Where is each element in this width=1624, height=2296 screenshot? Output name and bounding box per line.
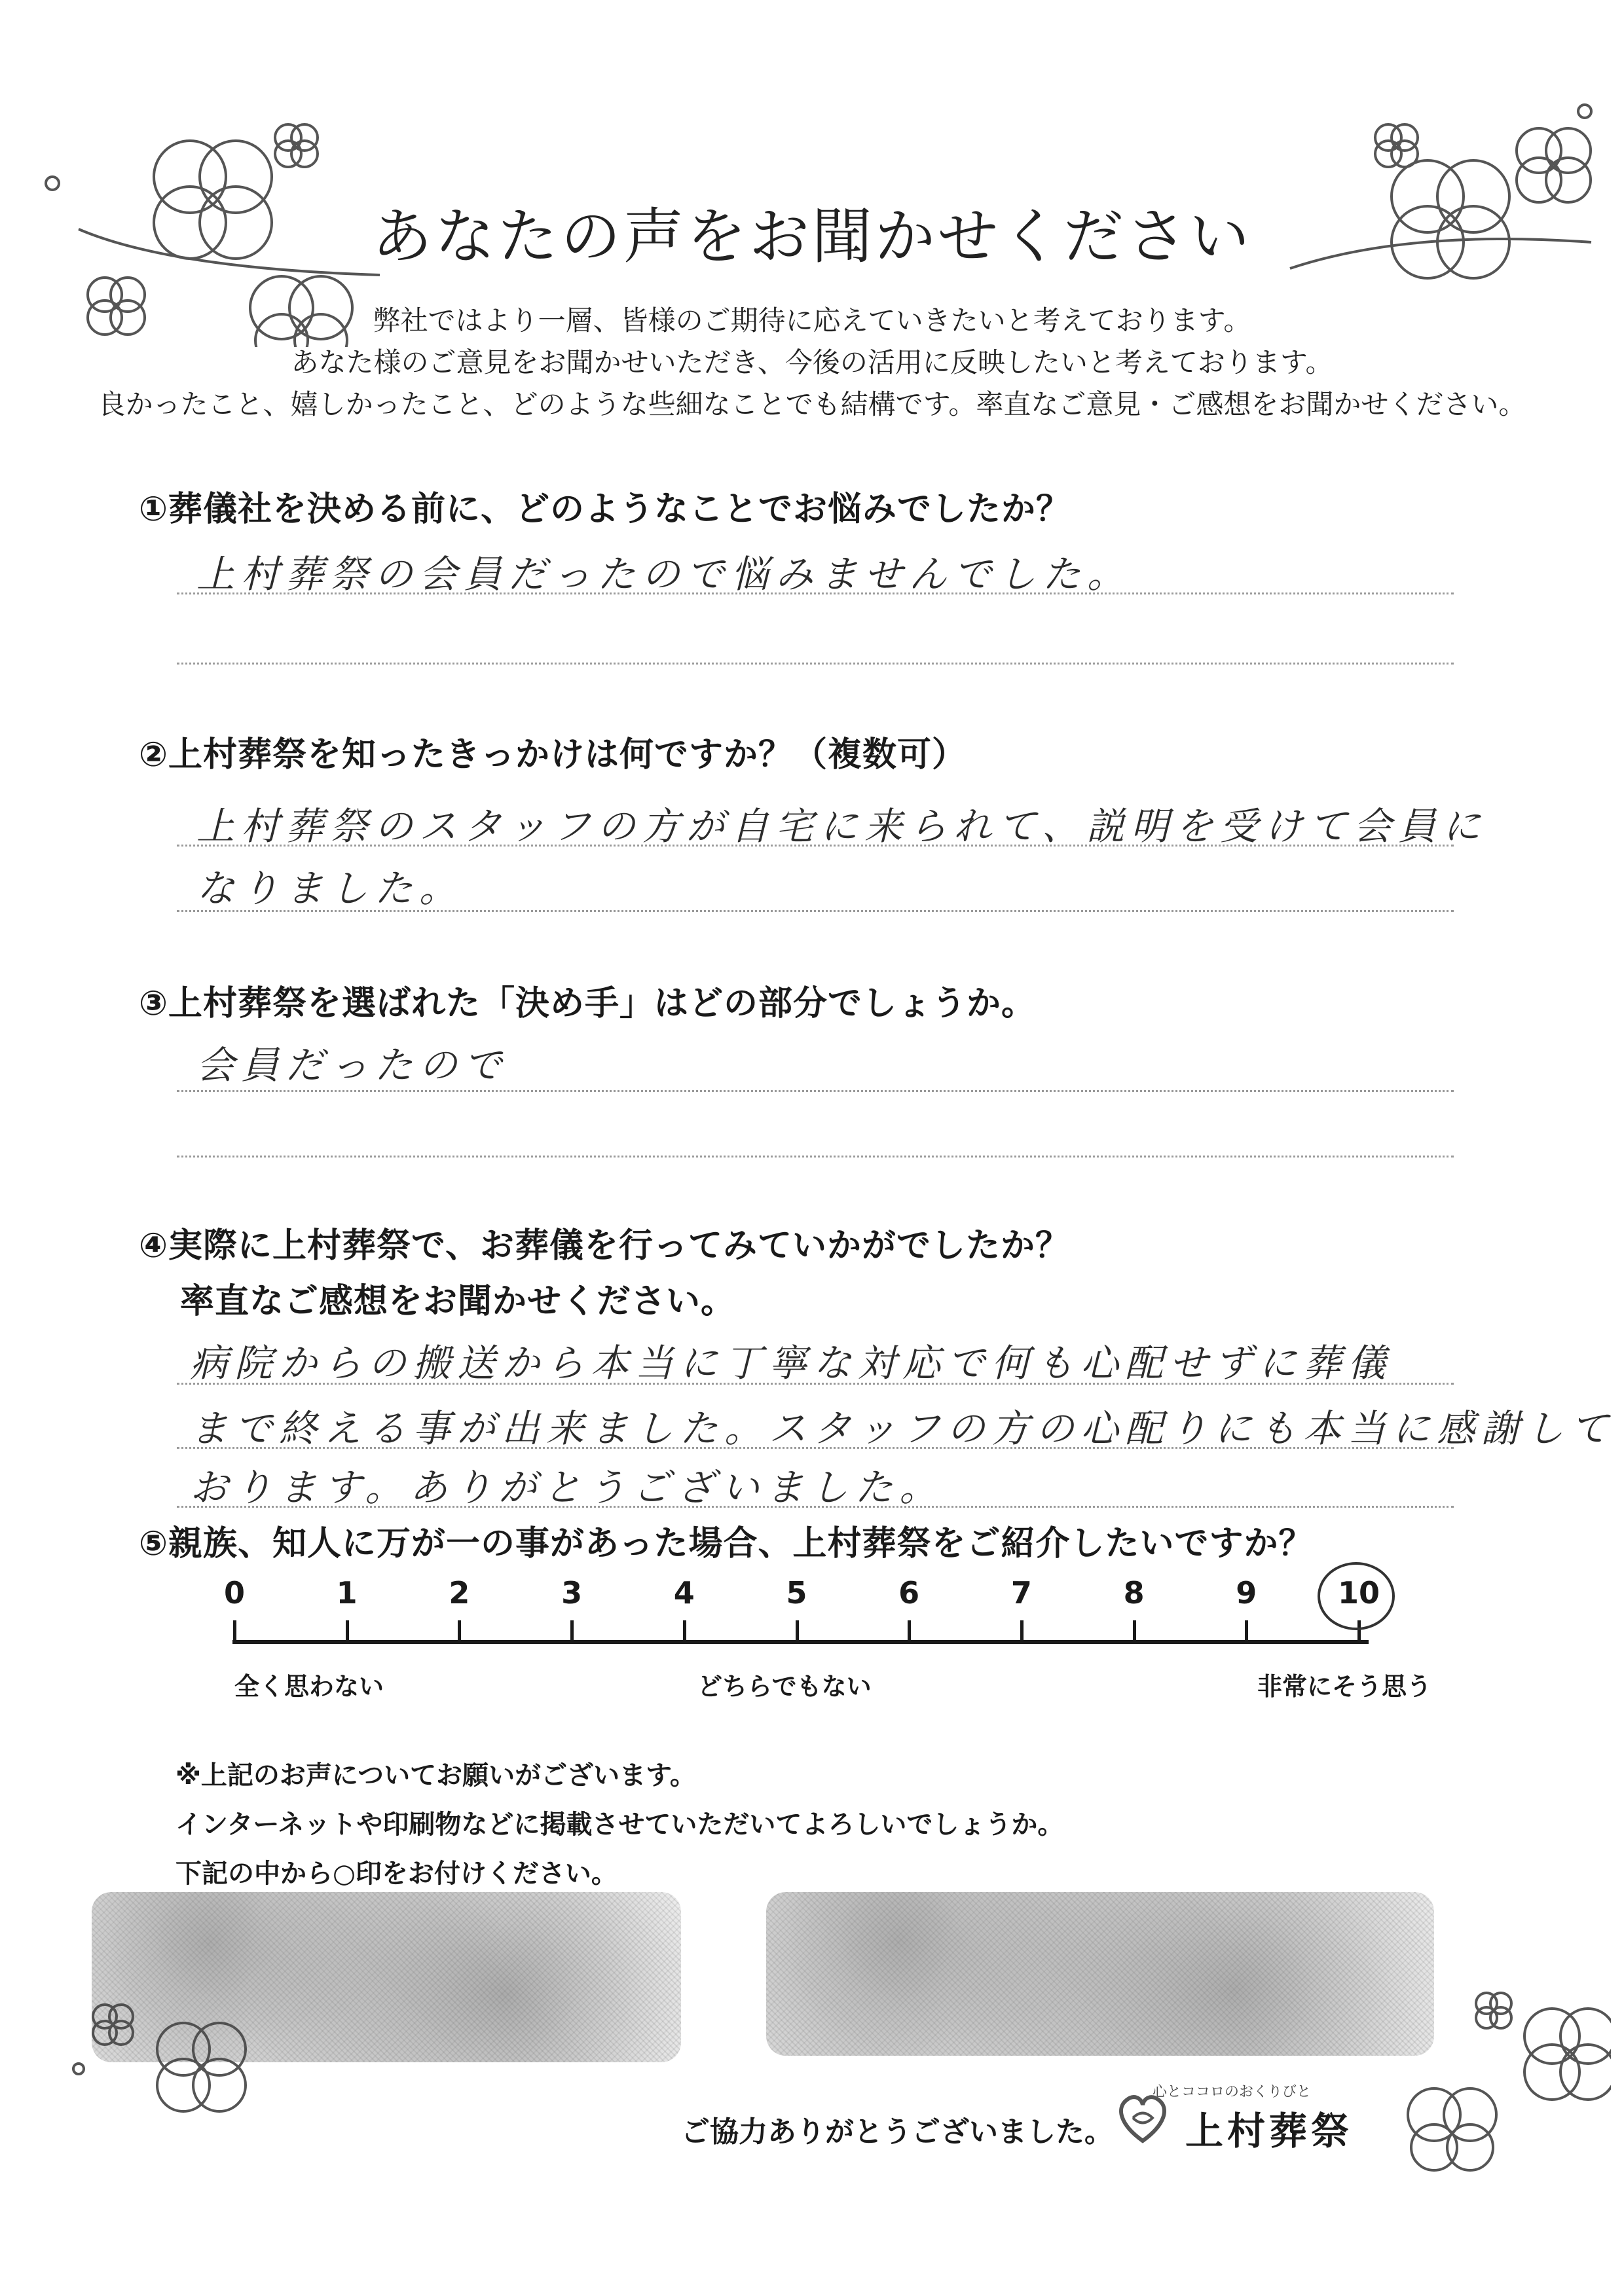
scale-tick	[1133, 1620, 1136, 1644]
scale-tick	[683, 1620, 686, 1644]
question-1: ①葬儀社を決める前に、どのようなことでお悩みでしたか？	[139, 490, 1071, 529]
scale-tick-label: 0	[223, 1575, 245, 1611]
scale-tick-label: 2	[449, 1575, 470, 1611]
question-3: ③上村葬祭を選ばれた「決め手」はどの部分でしょうか。	[139, 984, 1037, 1023]
question-2: ②上村葬祭を知ったきっかけは何ですか？（複数可）	[139, 735, 967, 774]
scale-tick-label: 9	[1236, 1575, 1257, 1611]
ruled-line	[177, 1506, 1454, 1508]
ruled-line	[177, 910, 1454, 912]
scale-high-label: 非常にそう思う	[1257, 1672, 1432, 1701]
scale-tick-label: 5	[786, 1575, 807, 1611]
rating-scale-line	[232, 1640, 1369, 1644]
scale-mid-label: どちらでもない	[697, 1672, 872, 1701]
question-5: ⑤親族、知人に万が一の事があった場合、上村葬祭をご紹介したいですか？	[139, 1524, 1314, 1563]
scale-tick-label: 4	[673, 1575, 695, 1611]
intro-line: 弊社ではより一層、皆様のご期待に応えていきたいと考えております。	[373, 304, 1251, 337]
brand-name: 上村葬祭	[1185, 2109, 1354, 2153]
question-4-sub: 率直なご感想をお聞かせください。	[180, 1282, 736, 1321]
answer-4-line: おります。ありがとうございました。	[190, 1465, 944, 1510]
ruled-line	[177, 663, 1454, 665]
scale-tick	[458, 1620, 461, 1644]
scale-tick-label: 10	[1337, 1575, 1380, 1611]
scale-tick-label: 7	[1010, 1575, 1032, 1611]
note-line: 下記の中から○印をお付けください。	[175, 1859, 618, 1889]
selected-rating-circle	[1318, 1562, 1395, 1630]
scale-tick-label: 1	[336, 1575, 358, 1611]
answer-2-line: なりました。	[196, 866, 464, 911]
ruled-line	[177, 1447, 1454, 1449]
answer-2-line: 上村葬祭のスタッフの方が自宅に来られて、説明を受けて会員に	[196, 804, 1487, 848]
redacted-area	[92, 1892, 681, 2062]
scale-tick	[233, 1620, 236, 1644]
scale-tick-label: 6	[898, 1575, 920, 1611]
answer-3-line: 会員だったので	[196, 1043, 509, 1087]
scale-tick	[346, 1620, 349, 1644]
answer-4-line: 病院からの搬送から本当に丁寧な対応で何も心配せずに葬儀	[190, 1341, 1393, 1385]
scale-tick-label: 3	[561, 1575, 583, 1611]
note-line: インターネットや印刷物などに掲載させていただいてよろしいでしょうか。	[175, 1810, 1064, 1840]
intro-line: 良かったこと、嬉しかったこと、どのような些細なことでも結構です。率直なご意見・ご感想をお聞かせください。	[98, 388, 1526, 420]
intro-text	[0, 300, 1624, 426]
brand-tagline: 心とココロのおくりびと	[1153, 2084, 1312, 2100]
intro-line: あなた様のご意見をお聞かせいただき、今後の活用に反映したいと考えております。	[291, 346, 1333, 378]
note-line: ※上記のお声についてお願いがございます。	[175, 1760, 696, 1791]
scale-tick	[1245, 1620, 1248, 1644]
scale-tick-label: 8	[1123, 1575, 1145, 1611]
answer-1-line: 上村葬祭の会員だったので悩みませんでした。	[196, 552, 1132, 596]
scale-tick	[908, 1620, 911, 1644]
ruled-line	[177, 845, 1454, 847]
ruled-line	[177, 1383, 1454, 1385]
question-4: ④実際に上村葬祭で、お葬儀を行ってみていかがでしたか？	[139, 1226, 1070, 1266]
scale-tick	[1020, 1620, 1024, 1644]
answer-4-line: まで終える事が出来ました。スタッフの方の心配りにも本当に感謝して	[190, 1406, 1615, 1451]
scale-low-label: 全く思わない	[234, 1672, 384, 1701]
ruled-line	[177, 592, 1454, 594]
ruled-line	[177, 1090, 1454, 1092]
ruled-line	[177, 1156, 1454, 1157]
scale-tick	[570, 1620, 574, 1644]
scale-tick	[796, 1620, 799, 1644]
redacted-area	[766, 1892, 1434, 2056]
thanks-message: ご協力ありがとうございました。	[681, 2115, 1113, 2149]
page-title: あなたの声をお聞かせください	[371, 202, 1252, 272]
